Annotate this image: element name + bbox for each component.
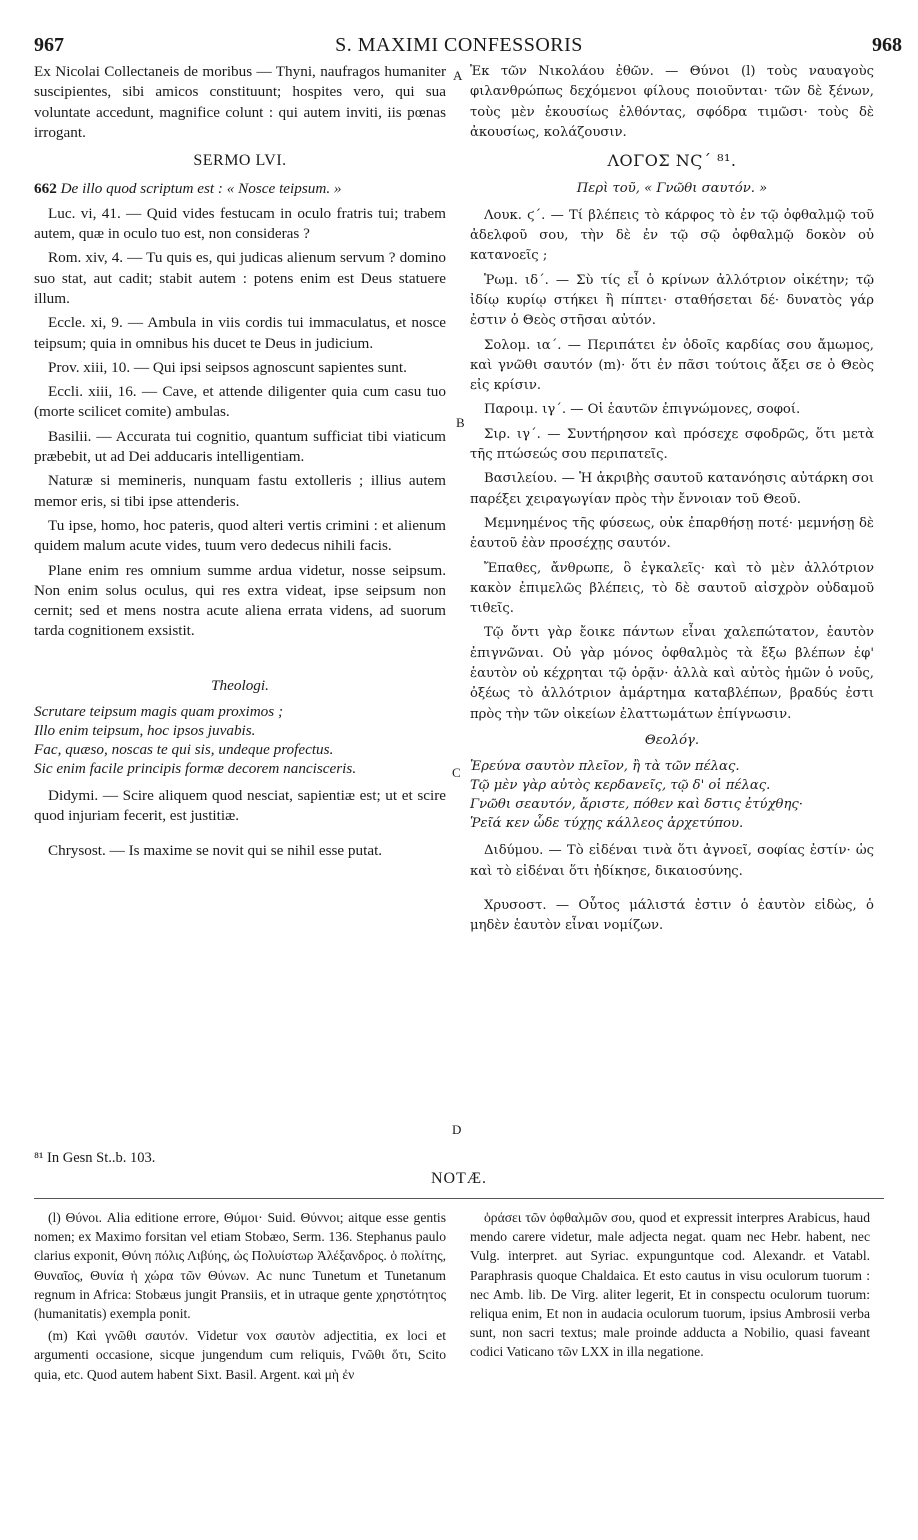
poem-line: Illo enim teipsum, hoc ipsos juvabis. bbox=[34, 722, 256, 740]
latin-para: Eccle. xi, 9. — Ambula in viis cordis tui immaculatus, et nosce teipsum; quia in omnibus his ducet te Deus in judicium. bbox=[34, 314, 446, 352]
note-l: (l) Θύνοι. Alia editione errore, Θύμοι· Suid. Θύννοι; aitque esse gentis nomen; ex Maximo forsitan vel etiam Stobæo, Serm. 136. Stephanus paulo clarius exponit, Θύνη πόλις Λιβύης, ὡς Πολυίστωρ Ἀλέξανδρος. ὁ πολίτης, Θυναῖος, Θυνία ἡ χώρα τῶν Θύνων. Ac nunc Tunetum et Tunetanum regnum in Africa: Stobæus jungit Pransiis, et in utraque gente χρηστότητος (humanitatis) exempla ponit. bbox=[34, 1210, 446, 1322]
greek-para: Παροιμ. ιγ´. — Οἱ ἑαυτῶν ἐπιγνώμονες, σοφοί. bbox=[484, 402, 801, 418]
margin-marker-b: B bbox=[456, 415, 465, 430]
latin-para: Basilii. — Accurata tui cognitio, quantum sufficiat tibi viaticum præbebit, ut ad Dei adducaris intelligentiam. bbox=[34, 427, 446, 466]
greek-poem-line: Τῷ μὲν γὰρ αὐτὸς κερδανεῖς, τῷ δ' οἱ πέλας. bbox=[470, 778, 771, 794]
latin-para: Prov. xiii, 10. — Qui ipsi seipsos agnoscunt sapientes sunt. bbox=[48, 358, 407, 376]
left-page-number: 967 bbox=[34, 34, 64, 56]
latin-para: Eccli. xiii, 16. — Cave, et attende diligenter quia cum casu tuo (morte scilicet comite) ambulas. bbox=[34, 383, 446, 421]
greek-para: Σιρ. ιγ´. — Συντήρησον καὶ πρόσεχε σφοδρῶς, ὅτι μετὰ τῆς πτώσεώς σου περιπατεῖς. bbox=[470, 426, 874, 463]
latin-para: Tu ipse, homo, hoc pateris, quod alteri vertis crimini : et alienum quidem malum acute vides, tuum vero dedecus nihili facis. bbox=[34, 516, 446, 555]
greek-poem-line: Γνῶθι σεαυτόν, ἄριστε, πόθεν καὶ δστις ἐτύχθης· bbox=[470, 797, 803, 813]
greek-column bbox=[470, 62, 874, 940]
greek-para: Βασιλείου. — Ἡ ἀκριβὴς σαυτοῦ κατανόησις αὐτάρκη σοι παρέξει χειραγωγίαν πρὸς τὴν ἔννοιαν τοῦ Θεοῦ. bbox=[470, 471, 874, 507]
latin-para: Rom. xiv, 4. — Tu quis es, qui judicas alienum servum ? domino suo stat, aut cadit; stabit autem : potens enim est Deus statuere illum. bbox=[34, 249, 446, 307]
notes-left-column bbox=[34, 1208, 446, 1387]
greek-subtitle: Περὶ τοῦ, « Γνῶθι σαυτόν. » bbox=[576, 181, 768, 197]
note-m-continued: ὁράσει τῶν ὀφθαλμῶν σου, quod et expressit interpres Arabicus, haud mendo carere videtur, male adjecta negat. quam nec Hebr. habent, nec Vulg. interpret. aut Syriac. expunguntque cod. Alexandr. et Vatabl. Paraphrasis quoque Chaldaica. Et esto cautus in visu oculorum tuorum : nec Amb. lib. De Virg. aliter legerit, Et in conspectu oculorum tuorum: reliqua enim, Et non in audacia oculorum tuorum, ipsius Ambrosii verba sunt, non sacri textus; male proinde adducta a Nobilio, quasi faveant codici Vaticano τῶν LXX in illa negatione. bbox=[470, 1210, 870, 1360]
right-page-number: 968 bbox=[872, 34, 902, 56]
latin-para: Luc. vi, 41. — Quid vides festucam in oculo fratris tui; trabem autem, quæ in oculo tuo est, non consideras ? bbox=[34, 204, 446, 243]
greek-theologi-heading: Θεολόγ. bbox=[644, 732, 700, 748]
running-header bbox=[0, 34, 918, 60]
greek-poem-line: Ῥεῖά κεν ὧδε τύχῃς κάλλεος ἀρχετύπου. bbox=[470, 816, 744, 832]
latin-para: Didymi. — Scire aliquem quod nesciat, sapientiæ est; ut et scire quod injuriam fecerit, est justitiæ. bbox=[34, 787, 446, 825]
greek-para: Διδύμου. — Τὸ εἰδέναι τινὰ ὅτι ἀγνοεῖ, σοφίας ἐστίν· ὡς καὶ τὸ εἰδέναι ὅτι ἠδίκησε, δικαιοσύνης. bbox=[470, 843, 874, 879]
poem-line: Fac, quæso, noscas te qui sis, undeque profectus. bbox=[34, 741, 334, 759]
divider bbox=[34, 1198, 884, 1199]
poem-line: Scrutare teipsum magis quam proximos ; bbox=[34, 703, 284, 721]
greek-para: Μεμνημένος τῆς φύσεως, οὐκ ἐπαρθήσῃ ποτέ· μεμνήσῃ δὲ ἑαυτοῦ ἐὰν προσέχῃς σαυτόν. bbox=[470, 515, 874, 552]
latin-subtitle: De illo quod scriptum est : « Nosce teipsum. » bbox=[60, 180, 342, 198]
running-title: S. MAXIMI CONFESSORIS bbox=[335, 34, 583, 56]
column-number: 662 bbox=[34, 180, 57, 198]
margin-marker-d: D bbox=[452, 1122, 462, 1137]
poem-line: Sic enim facile principis formæ decorem nancisceris. bbox=[34, 760, 357, 778]
notes-right-column bbox=[470, 1208, 870, 1365]
greek-para: Χρυσοστ. — Οὗτος μάλιστά ἐστιν ὁ ἑαυτὸν εἰδὼς, ὁ μηδὲν ἑαυτὸν εἶναι νομίζων. bbox=[470, 897, 874, 934]
latin-intro: Ex Nicolai Collectaneis de moribus — Thyni, naufragos humaniter suscipientes, sibi amicos constituunt; hospites vero, qui sua voluntate accedunt, magnifice colunt : qui autem inviti, iis pœnas irrogant. bbox=[34, 63, 446, 141]
greek-para: Σολομ. ια´. — Περιπάτει ἐν ὁδοῖς καρδίας σου ἄμωμος, καὶ γνῶθι σαυτόν (m)· ὅτι ἐν πᾶσι τούτοις ἄξει σε ὁ Θεὸς εἰς κρίσιν. bbox=[470, 337, 874, 394]
greek-para: Ἔπαθες, ἄνθρωπε, ὃ ἐγκαλεῖς· καὶ τὸ μὲν ἀλλότριον κακὸν ἐπιμελῶς βλέπεις, τὸ δὲ σαυτοῦ αἰσχρὸν οὐδαμοῦ τιθεῖς. bbox=[470, 560, 874, 617]
latin-column bbox=[34, 62, 446, 865]
latin-para: Chrysost. — Is maxime se novit qui se nihil esse putat. bbox=[48, 841, 383, 859]
margin-marker-a: A bbox=[453, 68, 463, 83]
latin-subtitle-line bbox=[34, 179, 446, 199]
greek-intro: Ἐκ τῶν Νικολάου ἐθῶν. — Θύνοι (l) τοὺς ναυαγοὺς φιλανθρώπως δεχόμενοι φίλους ποιοῦνται· τῶν δὲ ξένων, τοὺς μὲν ἑκουσίως ἐλθόντας, σφόδρα τιμῶσι· τοὺς δὲ ἀκουσίως, κολάζουσιν. bbox=[470, 64, 874, 140]
greek-para: Λουκ. ϛ´. — Τί βλέπεις τὸ κάρφος τὸ ἐν τῷ ὀφθαλμῷ τοῦ ἀδελφοῦ σου, τὴν δὲ ἐν τῷ σῷ ὀφθαλμῷ δοκὸν οὐ κατανοεῖς ; bbox=[470, 207, 874, 264]
greek-para: Τῷ ὄντι γὰρ ἔοικε πάντων εἶναι χαλεπώτατον, ἑαυτὸν ἐπιγνῶναι. Οὐ γὰρ μόνος ὀφθαλμὸς τὰ ἔξω βλέπων ἐφ' ἑαυτὸν οὐ κέχρηται τῷ ὁρᾷν· ἀλλὰ καὶ αὐτὸς ἡμῶν ὁ νοῦς, ὀξέως τὸ ἀλλότριον ἁμάρτημα καταβλέπων, βραδύς ἐστι πρὸς τὴν τῶν οἰκείων ἐλαττωμάτων ἐπίγνωσιν. bbox=[470, 625, 874, 722]
greek-para: Ῥωμ. ιδ´. — Σὺ τίς εἶ ὁ κρίνων ἀλλότριον οἰκέτην; τῷ ἰδίῳ κυρίῳ στήκει ἢ πίπτει· σταθήσεται δέ· δυνατὸς γάρ ἐστιν ὁ Θεὸς στῆσαι αὐτόν. bbox=[470, 272, 874, 329]
sermo-heading: SERMO LVI. bbox=[193, 152, 287, 170]
notae-heading: NOTÆ. bbox=[430, 1170, 488, 1187]
logos-heading: ΛΟΓΟΣ ΝϚ´ ⁸¹. bbox=[607, 151, 737, 171]
latin-para: Plane enim res omnium summe ardua videtur, nosse seipsum. Non enim solus oculus, qui res extra videat, ipse seipsum non cernit; sed et mens nostra acute aliena errata videns, ad suorum tarda cognitionem exsistit. bbox=[34, 561, 446, 640]
note-m: (m) Καὶ γνῶθι σαυτόν. Videtur vox σαυτὸν adjectitia, ex loci et argumenti occasione, sicque jungendum cum reliquis, Γνῶθι ὅτι, Scito quia, etc. Quod autem habent Sixt. Basil. Argent. καὶ μὴ ἐν bbox=[34, 1328, 446, 1382]
greek-poem-line: Ἐρεύνα σαυτὸν πλεῖον, ἢ τὰ τῶν πέλας. bbox=[470, 759, 740, 775]
footnote: ⁸¹ In Gesn St..b. 103. bbox=[34, 1150, 156, 1166]
latin-para: Naturæ si memineris, nunquam fastu extolleris ; illius autem memor eris, si tibi ipse attenderis. bbox=[34, 472, 446, 510]
margin-marker-c: C bbox=[452, 765, 461, 780]
theologi-heading: Theologi. bbox=[211, 676, 269, 694]
